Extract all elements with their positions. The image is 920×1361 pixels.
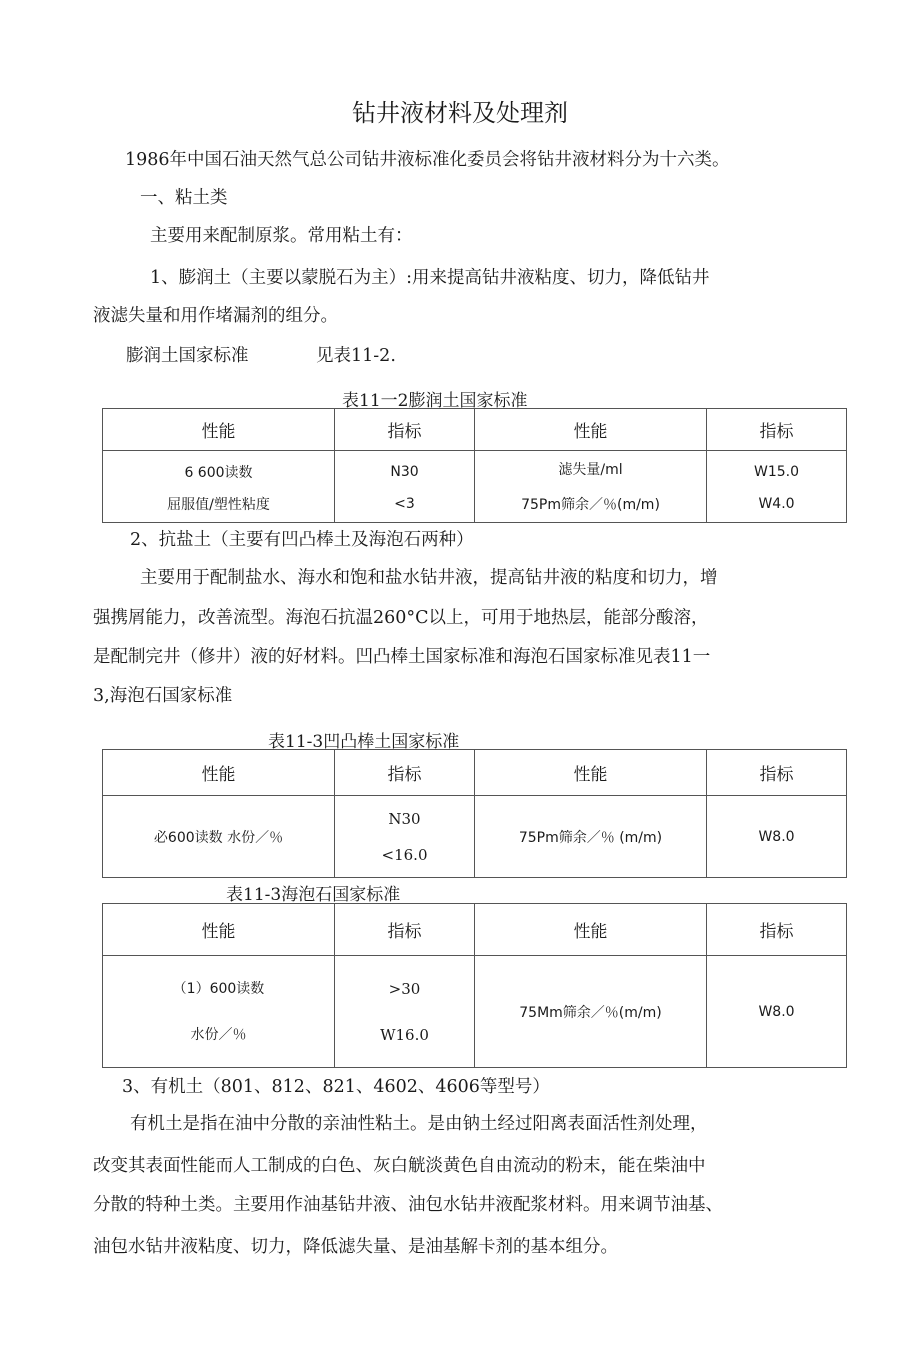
table-cell <box>103 956 335 1068</box>
table-header-row <box>103 409 847 451</box>
table-cell: W8.0 <box>707 956 847 1068</box>
table-row <box>103 487 847 523</box>
salt-clay-paragraph-line-1: 主要用于配制盐水、海水和饱和盐水钻井液，提高钻井液的粘度和切力，增 <box>140 568 718 588</box>
table-cell: W8.0 <box>707 796 847 878</box>
table-2-caption: 表11-3凹凸棒土国家标准 <box>268 732 460 752</box>
bentonite-standard-label: 膨润土国家标准 <box>126 346 249 366</box>
table-cell: N30 <box>335 451 475 487</box>
table-cell: 屈服值/塑性粘度 <box>103 487 335 523</box>
header-cell: 指标 <box>335 904 475 956</box>
table-cell: 75Pm筛余／％(m/m) <box>475 487 707 523</box>
section-1-description: 主要用来配制原浆。常用粘土有： <box>150 226 413 246</box>
bentonite-standard-table <box>102 408 847 523</box>
intro-paragraph: 1986年中国石油天然气总公司钻井液标准化委员会将钻井液材料分为十六类。 <box>125 150 730 170</box>
table-cell: <3 <box>335 487 475 523</box>
header-cell: 性能 <box>475 904 707 956</box>
header-cell: 性能 <box>475 409 707 451</box>
header-cell: 指标 <box>707 409 847 451</box>
sepiolite-standard-table <box>102 903 847 1068</box>
table-cell: 必600读数 水份／％ <box>103 796 335 878</box>
table-1-caption: 表11一2膨润土国家标准 <box>342 391 528 411</box>
table-cell <box>335 956 475 1068</box>
header-cell: 指标 <box>707 904 847 956</box>
table-row <box>103 796 847 878</box>
cell-line: >30 <box>388 979 421 998</box>
table-cell: 75Mm筛余／％(m/m) <box>475 956 707 1068</box>
header-cell: 指标 <box>335 750 475 796</box>
header-cell: 性能 <box>103 750 335 796</box>
table-cell <box>335 796 475 878</box>
organoclay-paragraph-line-2: 改变其表面性能而人工制成的白色、灰白觥淡黄色自由流动的粉末，能在柴油中 <box>93 1156 706 1176</box>
cell-line: 水份／％ <box>190 1026 247 1043</box>
cell-line: （1）600读数 <box>172 980 265 997</box>
table-cell: 6 600读数 <box>103 451 335 487</box>
salt-clay-paragraph-line-4: 3,海泡石国家标准 <box>93 686 233 706</box>
cell-line: N30 <box>388 809 421 828</box>
table-cell: W4.0 <box>707 487 847 523</box>
table-cell: 75Pm筛余／％ (m/m) <box>475 796 707 878</box>
section-2-heading: 2、抗盐土（主要有凹凸棒土及海泡石两种） <box>130 530 474 550</box>
table-row <box>103 451 847 487</box>
organoclay-paragraph-line-3: 分散的特种土类。主要用作油基钻井液、油包水钻井液配浆材料。用来调节油基、 <box>93 1195 723 1215</box>
table-3-caption: 表11-3海泡石国家标准 <box>226 885 401 905</box>
header-cell: 指标 <box>707 750 847 796</box>
header-cell: 性能 <box>103 904 335 956</box>
salt-clay-paragraph-line-3: 是配制完井（修井）液的好材料。凹凸棒土国家标准和海泡石国家标准见表11一 <box>93 647 711 667</box>
cell-line: <16.0 <box>381 845 428 864</box>
organoclay-paragraph-line-4: 油包水钻井液粘度、切力，降低滤失量、是油基解卡剂的基本组分。 <box>93 1237 618 1257</box>
table-header-row <box>103 750 847 796</box>
table-cell: W15.0 <box>707 451 847 487</box>
header-cell: 性能 <box>475 750 707 796</box>
bentonite-paragraph-line-2: 液滤失量和用作堵漏剂的组分。 <box>93 306 338 326</box>
table-header-row <box>103 904 847 956</box>
bentonite-paragraph-line-1: 1、膨润土（主要以蒙脱石为主）:用来提高钻井液粘度、切力，降低钻井 <box>150 268 710 288</box>
table-row <box>103 956 847 1068</box>
section-1-heading: 一、粘土类 <box>140 188 228 208</box>
salt-clay-paragraph-line-2: 强携屑能力，改善流型。海泡石抗温260°C以上，可用于地热层，能部分酸溶， <box>93 608 709 628</box>
cell-line: W16.0 <box>380 1025 429 1044</box>
organoclay-paragraph-line-1: 有机土是指在油中分散的亲油性粘土。是由钠土经过阳离表面活性剂处理， <box>130 1114 708 1134</box>
bentonite-standard-reference: 见表11-2. <box>316 346 396 366</box>
header-cell: 性能 <box>103 409 335 451</box>
page-title: 钻井液材料及处理剂 <box>352 99 568 127</box>
attapulgite-standard-table <box>102 749 847 878</box>
table-cell: 滤失量/ml <box>475 451 707 487</box>
section-3-heading: 3、有机土（801、812、821、4602、4606等型号） <box>122 1077 550 1097</box>
header-cell: 指标 <box>335 409 475 451</box>
